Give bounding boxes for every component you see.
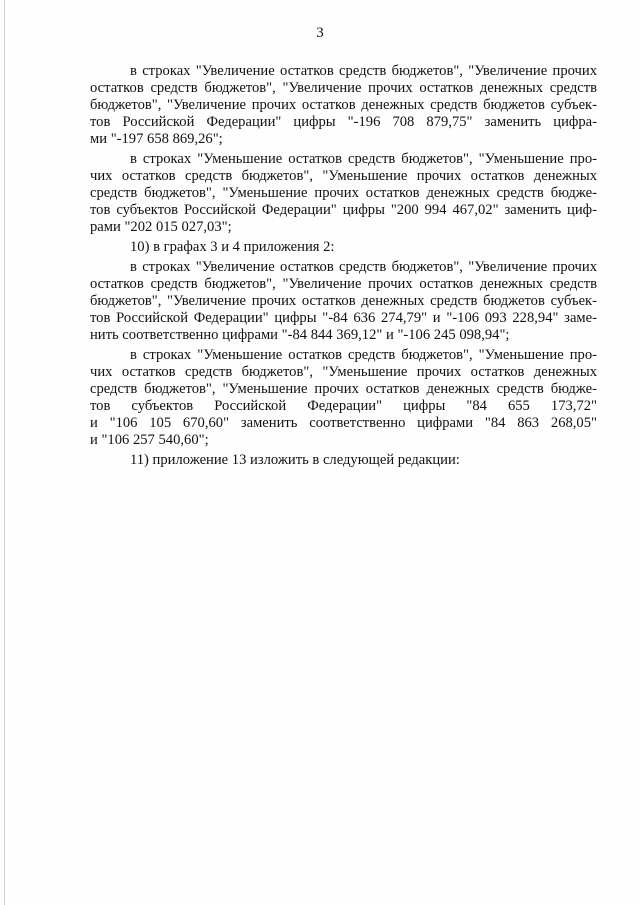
scan-edge-line (4, 0, 5, 905)
text-line: остатков средств бюджетов", "Увеличение прочих остатков денежных средств (90, 276, 597, 292)
text-line: ми "-197 658 869,26"; (90, 131, 223, 147)
text-line: остатков средств бюджетов", "Увеличение прочих остатков денежных средств (90, 80, 597, 96)
text-line: нить соответственно цифрами "-84 844 369,12" и "-106 245 098,94"; (90, 327, 510, 343)
text-line: бюджетов", "Увеличение прочих остатков денежных средств бюджетов субъек- (90, 293, 597, 309)
text-line: чих остатков средств бюджетов", "Уменьшение прочих остатков денежных (90, 364, 597, 380)
text-line: и "106 105 670,60" заменить соответственно цифрами "84 863 268,05" (90, 415, 597, 431)
text-line: 11) приложение 13 изложить в следующей редакции: (130, 452, 460, 468)
text-line: тов субъектов Российской Федерации" цифры "84 655 173,72" (90, 398, 597, 414)
text-line: тов Российской Федерации" цифры "-84 636 274,79" и "-106 093 228,94" заме- (90, 310, 597, 326)
text-line: в строках "Увеличение остатков средств бюджетов", "Увеличение прочих (130, 259, 597, 275)
text-line: в строках "Уменьшение остатков средств бюджетов", "Уменьшение про- (130, 347, 597, 363)
page-number: 3 (316, 25, 324, 41)
text-line: тов Российской Федерации" цифры "-196 708 879,75" заменить цифра- (90, 114, 597, 130)
text-line: средств бюджетов", "Уменьшение прочих остатков денежных средств бюдже- (90, 381, 597, 397)
text-line: средств бюджетов", "Уменьшение прочих остатков денежных средств бюдже- (90, 185, 597, 201)
text-line: в строках "Увеличение остатков средств бюджетов", "Увеличение прочих (130, 63, 597, 79)
text-line: в строках "Уменьшение остатков средств бюджетов", "Уменьшение про- (130, 151, 597, 167)
text-line: бюджетов", "Увеличение прочих остатков денежных средств бюджетов субъек- (90, 97, 597, 113)
text-line: рами "202 015 027,03"; (90, 219, 232, 235)
text-line: и "106 257 540,60"; (90, 432, 209, 448)
text-line: чих остатков средств бюджетов", "Уменьшение прочих остатков денежных (90, 168, 597, 184)
text-line: 10) в графах 3 и 4 приложения 2: (130, 239, 335, 255)
text-line: тов субъектов Российской Федерации" цифры "200 994 467,02" заменить циф- (90, 202, 597, 218)
